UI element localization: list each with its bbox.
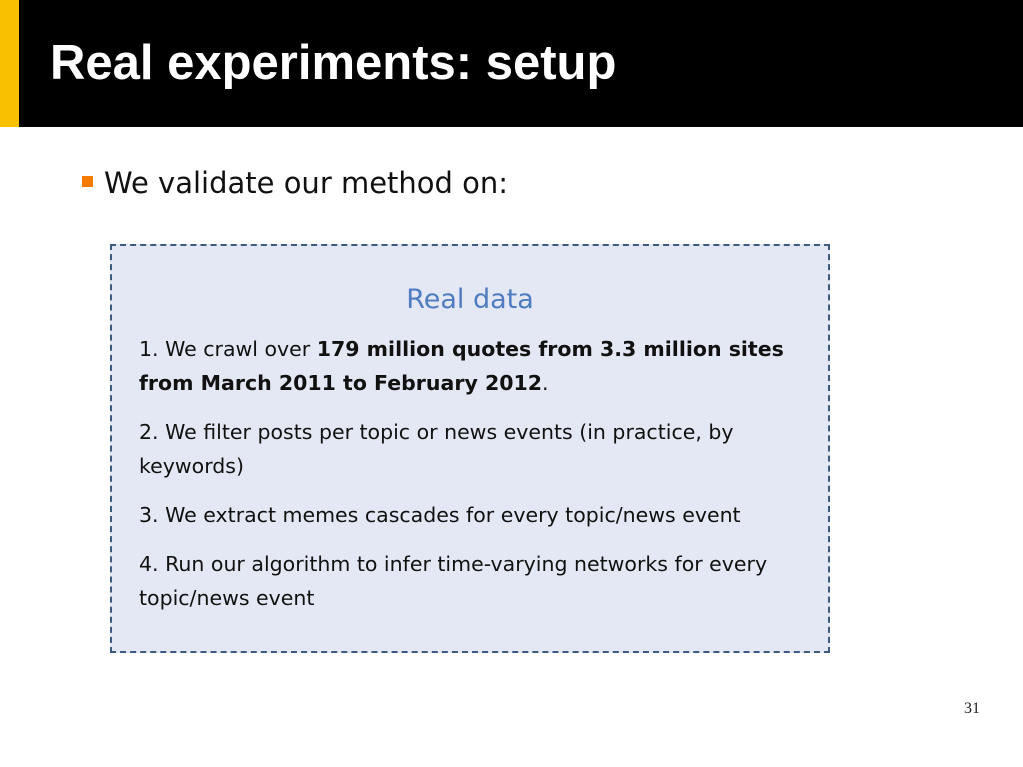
real-data-box xyxy=(110,244,830,653)
square-bullet-icon xyxy=(82,176,93,187)
list-item-filter: 2. We filter posts per topic or news events (in practice, by keywords) xyxy=(139,420,734,478)
list-item-extract: 3. We extract memes cascades for every topic/news event xyxy=(139,503,741,527)
slide-title: Real experiments: setup xyxy=(50,36,617,90)
list-item-highlight: 179 million quotes from 3.3 million sites from March 2011 to February 2012 xyxy=(139,337,784,395)
list-item-suffix: . xyxy=(542,371,549,395)
list-item-algorithm: 4. Run our algorithm to infer time-varying networks for every topic/news event xyxy=(139,552,768,610)
title-bar xyxy=(0,0,1023,127)
list-item-crawl xyxy=(139,332,819,400)
list-item-prefix: 1. We crawl over xyxy=(139,337,317,361)
accent-stripe xyxy=(0,0,19,127)
bullet-text: We validate our method on: xyxy=(104,166,509,200)
page-number: 31 xyxy=(964,700,980,717)
box-heading: Real data xyxy=(406,284,534,315)
box-list xyxy=(139,332,819,630)
